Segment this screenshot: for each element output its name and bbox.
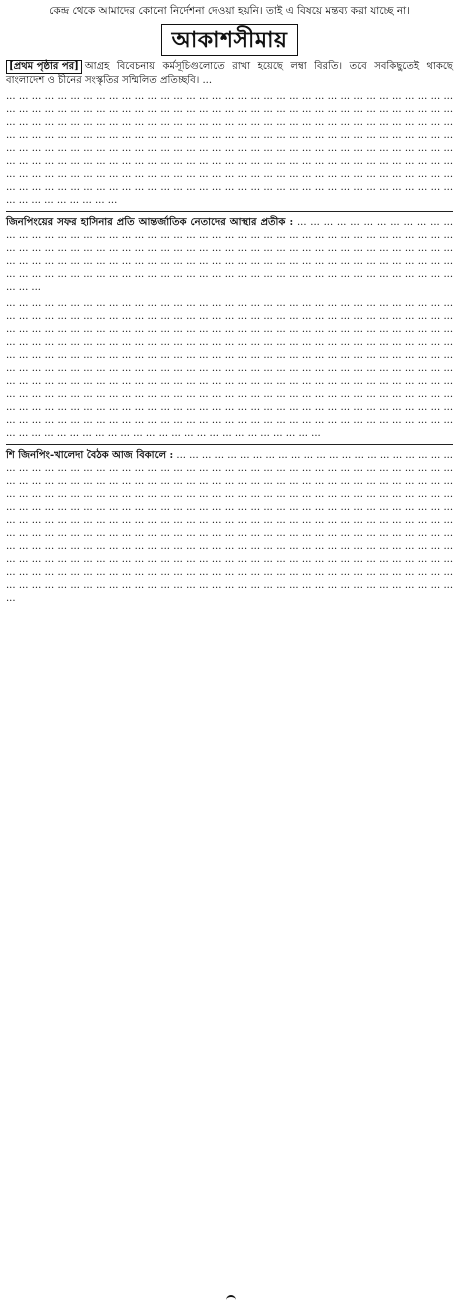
headline-container	[6, 24, 453, 56]
paragraph-4-text: ... ... ... ... ... ... ... ... ... ... ... ... ... ... ... ... ... ... ... ... ... ... ... ... ... ... ... ... ... ... ... ... ... ... ... ... ... ... ... ... ... ... ... ... ... ... ... ... ... ... ... ... ... ... ... ... ... ... ... ... ... ... ... ... ... ... ... ... ... ... ... ... ... ... ... ... ... ... ... ... ... ... ... ... ... ... ... ... ... ... ... ... ... ... ... ... ... ... ... ... ... ... ... ... ... ... ... ... ... ... ... ... ... ... ... ... ... ... ... ... ... ... ... ... ... ... ... ... ... ... ... ... ... ... ... ... ... ... ... ... ... ... ... ... ... ... ... ... ... ... ... ... ... ... ... ... ... ... ... ... ... ... ... ... ... ... ... ... ... ... ... ... ... ... ... ... ... ... ... ... ... ... ... ... ... ... ... ... ... ... ... ... ... ... ... ... ... ... ... ... ... ... ... ... ... ... ... ... ... ... ... ... ... ... ... ... ... ... ... ... ... ... ... ... ... ... ... ... ... ... ... ... ... ... ... ... ... ... ... ... ... ... ... ... ... ... ... ... ... ... ... ... ... ... ... ... ... ... ... ... ... ... ... ... ... ... ... ... ... ... ... ... ... ... ... ... ... ... ... ... ... ... ... ... ... ... ... ... ... ... ... ... ... ... ... ... ... ... ... ... ... ... ... ... ... ... ... ... ... ... ... ... ... ... ... ... ... ... ... ... ... ... ... ... ... ... ... ... ... ... ... ... ... ... ... ... ... ... ... ... ... ... ... ... ... ... ... ... ... ... ... ... ... ... ... ... ... ... ... ... ... ... ... ... ... ... ... ... ... ... ... ... ...	[6, 450, 453, 604]
page-fold-mark	[226, 1295, 236, 1301]
lead-paragraph	[6, 60, 453, 87]
section-divider	[6, 211, 453, 212]
section-divider	[6, 444, 453, 445]
continuation-note: কেন্দ্র থেকে আমাদের কোনো নির্দেশনা দেওয়া হয়নি। তাই এ বিষয়ে মন্তব্য করা যাচ্ছে না।	[49, 5, 410, 17]
headline: আকাশসীমায়	[161, 24, 299, 56]
subhead-xi-khaleda-meeting: শি জিনপিং-খালেদা বৈঠক আজ বিকালে :	[6, 450, 174, 461]
subhead-international-confidence: জিনপিংয়ের সফর হাসিনার প্রতি আন্তর্জাতিক নেতাদের আস্থার প্রতীক :	[6, 217, 294, 228]
continuation-label: [প্রথম পৃষ্ঠার পর]	[6, 60, 82, 74]
lead-text: আগ্রহ বিবেচনায় কর্মসূচিগুলোতে রাখা হয়েছে লম্বা বিরতি। তবে সবকিছুতেই থাকছে বাংলাদেশ ও চীনের সংস্কৃতির সম্মিলিত প্রতিচ্ছবি। ...	[6, 61, 453, 86]
paragraph-2	[6, 216, 453, 294]
paragraph-4	[6, 449, 453, 605]
paragraph-1: ... ... ... ... ... ... ... ... ... ... ... ... ... ... ... ... ... ... ... ... ... ... ... ... ... ... ... ... ... ... ... ... ... ... ... ... ... ... ... ... ... ... ... ... ... ... ... ... ... ... ... ... ... ... ... ... ... ... ... ... ... ... ... ... ... ... ... ... ... ... ... ... ... ... ... ... ... ... ... ... ... ... ... ... ... ... ... ... ... ... ... ... ... ... ... ... ... ... ... ... ... ... ... ... ... ... ... ... ... ... ... ... ... ... ... ... ... ... ... ... ... ... ... ... ... ... ... ... ... ... ... ... ... ... ... ... ... ... ... ... ... ... ... ... ... ... ... ... ... ... ... ... ... ... ... ... ... ... ... ... ... ... ... ... ... ... ... ... ... ... ... ... ... ... ... ... ... ... ... ... ... ... ... ... ... ... ... ... ... ... ... ... ... ... ... ... ... ... ... ... ... ... ... ... ... ... ... ... ... ... ... ... ... ... ... ... ... ... ... ... ... ... ... ... ... ... ... ... ... ... ... ... ... ... ... ... ... ... ... ... ... ... ... ... ... ... ... ... ... ... ... ... ... ... ... ... ... ... ... ... ... ... ... ... ... ... ... ... ... ... ... ... ... ... ... ... ... ... ... ... ... ... ... ... ... ... ... ... ...	[6, 91, 453, 206]
article-body	[6, 60, 453, 605]
paragraph-3: ... ... ... ... ... ... ... ... ... ... ... ... ... ... ... ... ... ... ... ... ... ... ... ... ... ... ... ... ... ... ... ... ... ... ... ... ... ... ... ... ... ... ... ... ... ... ... ... ... ... ... ... ... ... ... ... ... ... ... ... ... ... ... ... ... ... ... ... ... ... ... ... ... ... ... ... ... ... ... ... ... ... ... ... ... ... ... ... ... ... ... ... ... ... ... ... ... ... ... ... ... ... ... ... ... ... ... ... ... ... ... ... ... ... ... ... ... ... ... ... ... ... ... ... ... ... ... ... ... ... ... ... ... ... ... ... ... ... ... ... ... ... ... ... ... ... ... ... ... ... ... ... ... ... ... ... ... ... ... ... ... ... ... ... ... ... ... ... ... ... ... ... ... ... ... ... ... ... ... ... ... ... ... ... ... ... ... ... ... ... ... ... ... ... ... ... ... ... ... ... ... ... ... ... ... ... ... ... ... ... ... ... ... ... ... ... ... ... ... ... ... ... ... ... ... ... ... ... ... ... ... ... ... ... ... ... ... ... ... ... ... ... ... ... ... ... ... ... ... ... ... ... ... ... ... ... ... ... ... ... ... ... ... ... ... ... ... ... ... ... ... ... ... ... ... ... ... ... ... ... ... ... ... ... ... ... ... ... ... ... ... ... ... ... ... ... ... ... ... ... ... ... ... ... ... ... ... ... ... ... ... ... ... ... ... ... ... ... ... ... ... ... ... ... ... ... ... ... ... ... ... ... ... ... ... ... ... ... ... ... ... ... ... ... ... ... ... ... ... ... ... ... ... ... ... ... ... ... ... ... ... ... ... ... ... ... ... ... ... ... ... ... ... ... ...	[6, 298, 453, 439]
paragraph-2-text: ... ... ... ... ... ... ... ... ... ... ... ... ... ... ... ... ... ... ... ... ... ... ... ... ... ... ... ... ... ... ... ... ... ... ... ... ... ... ... ... ... ... ... ... ... ... ... ... ... ... ... ... ... ... ... ... ... ... ... ... ... ... ... ... ... ... ... ... ... ... ... ... ... ... ... ... ... ... ... ... ... ... ... ... ... ... ... ... ... ... ... ... ... ... ... ... ... ... ... ... ... ... ... ... ... ... ... ... ... ... ... ... ... ... ... ... ... ... ... ... ... ... ... ... ... ... ... ... ... ... ... ... ... ... ... ... ... ... ... ... ... ... ... ... ... ... ... ... ... ... ... ... ... ... ...	[6, 217, 453, 293]
